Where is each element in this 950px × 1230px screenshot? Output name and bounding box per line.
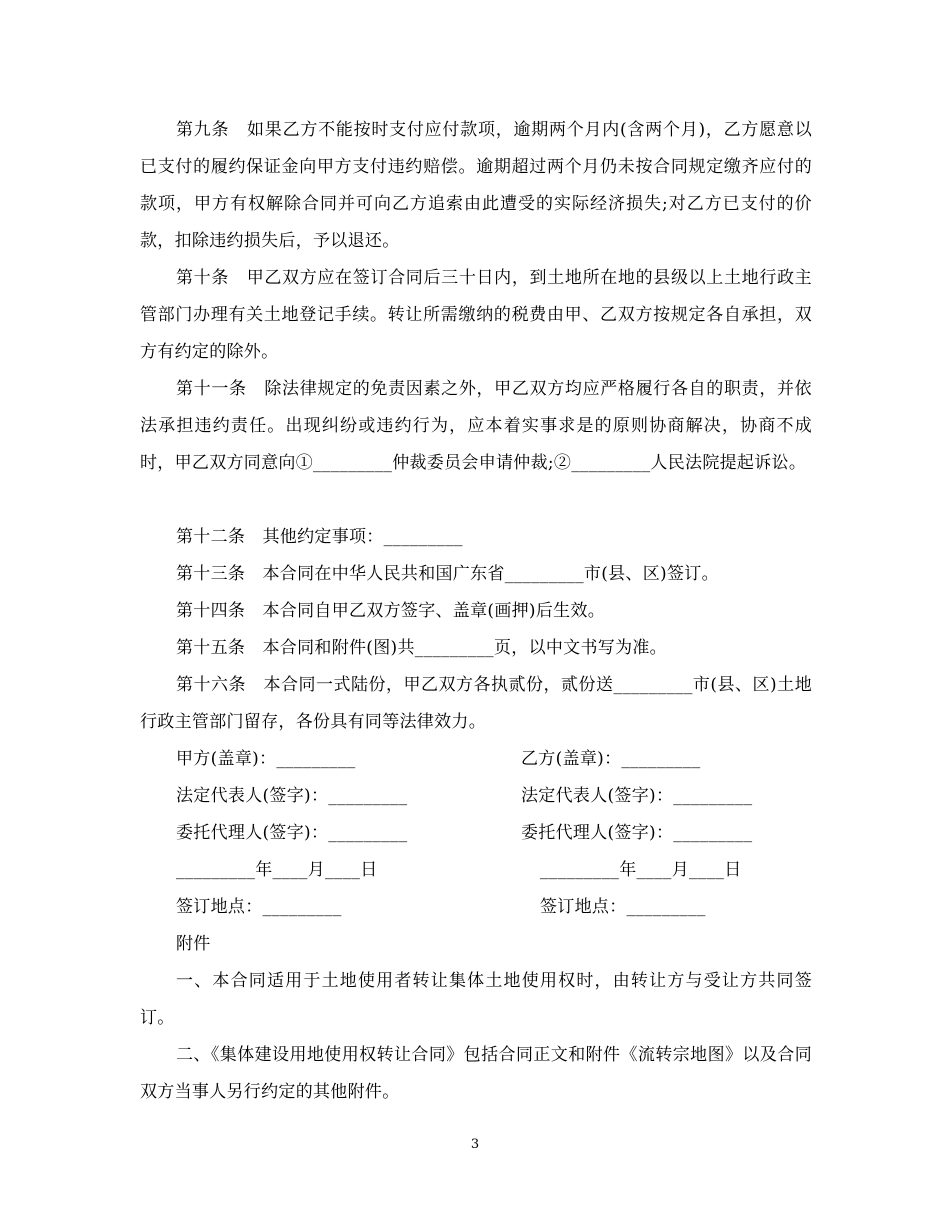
appendix-item-1: 一、本合同适用于土地使用者转让集体土地使用权时，由转让方与受让方共同签订。 bbox=[140, 971, 812, 1028]
date-a: _________年____月____日 bbox=[176, 860, 378, 880]
appendix-heading: 附件 bbox=[176, 934, 211, 954]
agent-b: 委托代理人(签字)：_________ bbox=[521, 823, 753, 843]
party-b-seal: 乙方(盖章)：_________ bbox=[521, 749, 701, 769]
article-13: 第十三条 本合同在中华人民共和国广东省_________市(县、区)签订。 bbox=[176, 564, 719, 584]
place-a: 签订地点：_________ bbox=[176, 897, 342, 917]
article-15: 第十五条 本合同和附件(图)共_________页，以中文书写为准。 bbox=[176, 638, 667, 658]
agent-a: 委托代理人(签字)：_________ bbox=[176, 823, 408, 843]
article-11: 第十一条 除法律规定的免责因素之外，甲乙双方均应严格履行各自的职责，并依法承担违约责任。出现纠纷或违约行为，应本着实事求是的原则协商解决，协商不成时，甲乙双方同意向①_________仲裁委员会申请仲裁;②_________人民法院提起诉讼。 bbox=[140, 379, 812, 473]
party-a-seal: 甲方(盖章)：_________ bbox=[176, 749, 356, 769]
article-14: 第十四条 本合同自甲乙双方签字、盖章(画押)后生效。 bbox=[176, 601, 606, 621]
article-10: 第十条 甲乙双方应在签订合同后三十日内，到土地所在地的县级以上土地行政主管部门办理有关土地登记手续。转让所需缴纳的税费由甲、乙双方按规定各自承担，双方有约定的除外。 bbox=[140, 268, 812, 362]
place-b: 签订地点：_________ bbox=[540, 897, 706, 917]
legal-rep-b: 法定代表人(签字)：_________ bbox=[521, 786, 753, 806]
page-number: 3 bbox=[470, 1137, 480, 1152]
article-16: 第十六条 本合同一式陆份，甲乙双方各执贰份，贰份送_________市(县、区)土地行政主管部门留存，各份具有同等法律效力。 bbox=[140, 675, 812, 732]
article-9: 第九条 如果乙方不能按时支付应付款项，逾期两个月内(含两个月)，乙方愿意以已支付的履约保证金向甲方支付违约赔偿。逾期超过两个月仍未按合同规定缴齐应付的款项，甲方有权解除合同并可向乙方追索由此遭受的实际经济损失;对乙方已支付的价款，扣除违约损失后，予以退还。 bbox=[140, 120, 812, 251]
legal-rep-a: 法定代表人(签字)：_________ bbox=[176, 786, 408, 806]
article-12: 第十二条 其他约定事项：_________ bbox=[176, 527, 463, 547]
date-b: _________年____月____日 bbox=[540, 860, 742, 880]
appendix-item-2: 二、《集体建设用地使用权转让合同》包括合同正文和附件《流转宗地图》以及合同双方当事人另行约定的其他附件。 bbox=[140, 1045, 812, 1102]
